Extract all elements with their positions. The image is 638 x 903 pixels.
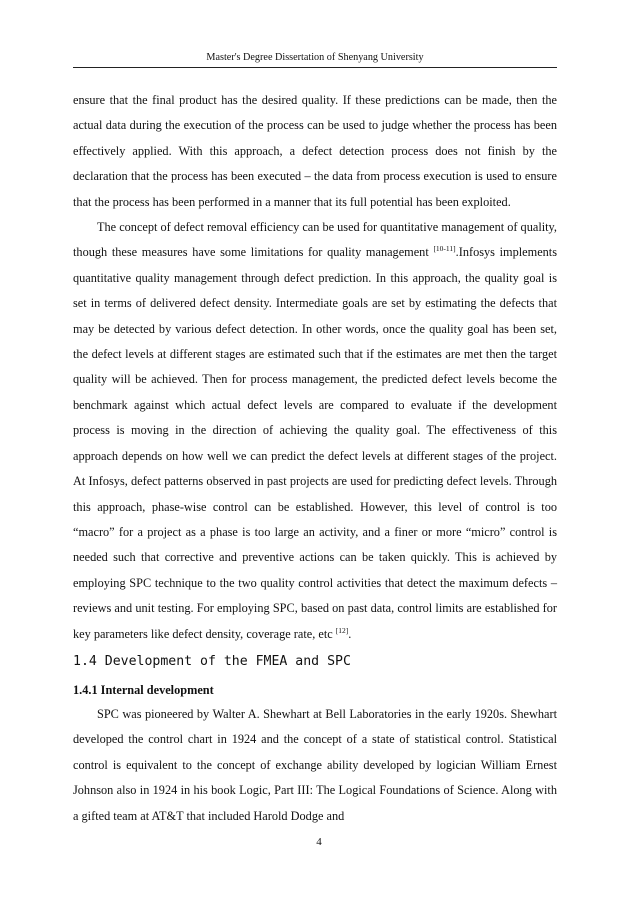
paragraph-defect-removal [73, 215, 557, 647]
page-number: 4 [316, 836, 322, 848]
subsection-heading: 1.4.1 Internal development [73, 682, 214, 697]
running-header: Master's Degree Dissertation of Shenyang University [206, 52, 424, 63]
paragraph-end: . [348, 626, 352, 641]
paragraph-continuation: ensure that the final product has the desired quality. If these predictions can be made, then the actual data during the execution of the process can be used to judge whether the process has been effectively applied. With this approach, a defect detection process does not finish by the declaration that the process has been executed – the data from process execution is used to ensure that the process has been performed in a manner that its full potential has been exploited. [73, 93, 557, 209]
page-body [73, 88, 557, 829]
paragraph-spc-history: SPC was pioneered by Walter A. Shewhart at Bell Laboratories in the early 1920s. Shewhart developed the control chart in 1924 and the concept of a state of statistical control. Statistical control is equivalent to the concept of exchange ability developed by logician William Ernest Johnson also in 1924 in his book Logic, Part III: The Logical Foundations of Science. Along with a gifted team at AT&T that included Harold Dodge and [73, 706, 557, 823]
paragraph-text: .Infosys implements quantitative quality management through defect prediction. In this approach, the quality goal is set in terms of delivered defect density. Intermediate goals are set by estimating the defects that may be detected by various defect detection. In other words, once the quality goal has been set, the defect levels at different stages are estimated such that if the estimates are met then the target quality will be achieved. Then for process management, the predicted defect levels become the benchmark against which actual defect levels are compared to evaluate if the development process is moving in the direction of achieving the quality goal. The effectiveness of this approach depends on how well we can predict the defect levels at different stages of the project. At Infosys, defect patterns observed in past projects are used for predicting defect levels. Through this approach, phase-wise control can be established. However, this level of control is too “macro” for a project as a phase is too large an activity, and a finer or more “micro” control is needed such that corrective and preventive actions can be taken quickly. This is achieved by employing SPC technique to the two quality control activities that detect the maximum defects –reviews and unit testing. For employing SPC, based on past data, control limits are established for key parameters like defect density, coverage rate, etc [73, 245, 557, 641]
citation: [10-11] [433, 244, 456, 254]
section-heading: 1.4 Development of the FMEA and SPC [73, 653, 351, 669]
citation: [12] [335, 625, 349, 635]
header-rule [73, 67, 557, 68]
paragraph-text: The concept of defect removal efficiency can be used for quantitative management of quality, though these measures have some limitations for quality management [73, 220, 557, 260]
